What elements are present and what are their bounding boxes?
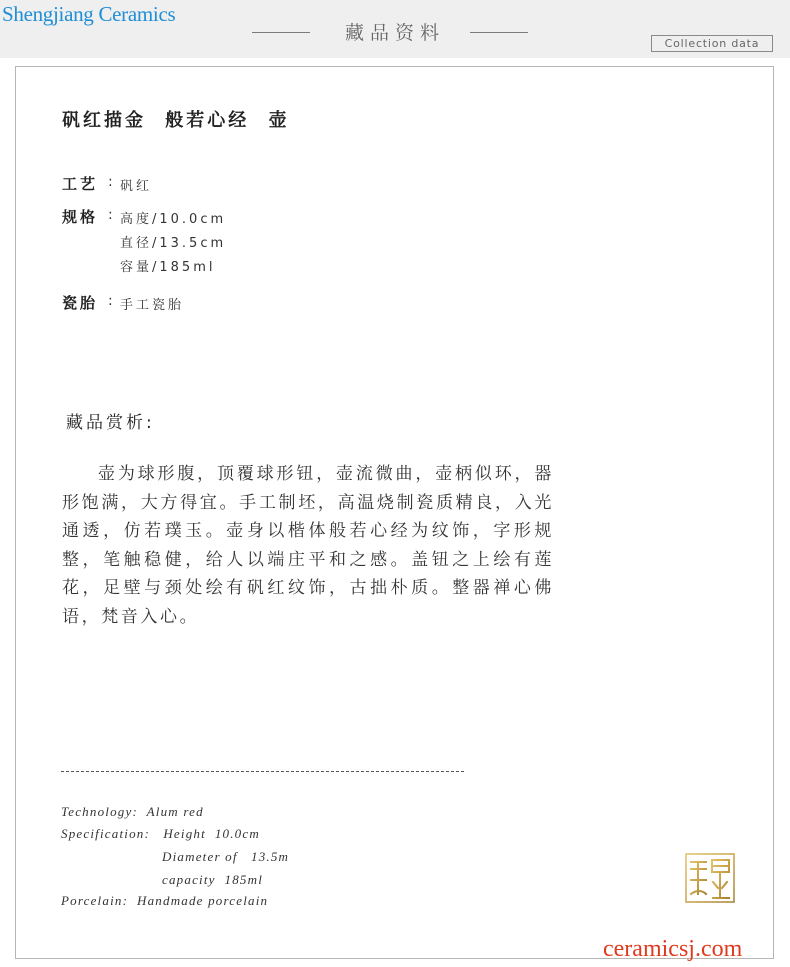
header-title: 藏品资料 (344, 22, 445, 44)
spec-diameter: 直径/13.5cm (120, 236, 227, 251)
english-diameter: Diameter of 13.5m (162, 849, 290, 864)
gold-seal-stamp-icon (682, 850, 738, 906)
body-value: 手工瓷胎 (120, 298, 185, 313)
item-title (62, 106, 290, 132)
spec-colon: : (108, 207, 113, 223)
spec-height: 高度/10.0cm (120, 212, 227, 227)
english-specification: Specification: Height 10.0cm (61, 826, 260, 841)
body-label: 瓷胎 (62, 294, 99, 312)
craft-label: 工艺 (62, 175, 99, 193)
body-colon: : (108, 293, 113, 309)
appreciation-body: 壶为球形腹，顶覆球形钮，壶流微曲，壶柄似环，器形饱满，大方得宜。手工制坯，高温烧制瓷质精良，入光通透，仿若璞玉。壶身以楷体般若心经为纹饰，字形规整，笔触稳健，给人以端庄平和之感。盖钮之上绘有莲花，足壁与颈处绘有矾红纹饰，古拙朴质。整器禅心佛语，梵音入心。 (62, 464, 554, 627)
item-title-type: 壶 (268, 110, 290, 131)
spec-capacity: 容量/185ml (120, 260, 216, 275)
english-capacity: capacity 185ml (162, 872, 264, 887)
dashed-divider (61, 771, 464, 772)
english-porcelain: Porcelain: Handmade porcelain (61, 893, 269, 908)
item-title-glaze: 矾红描金 (62, 110, 146, 131)
watermark-top: Shengjiang Ceramics (2, 2, 176, 26)
craft-colon: : (108, 174, 113, 190)
collection-tag: Collection data (651, 35, 773, 52)
watermark-bottom: ceramicsj.com (603, 936, 743, 962)
appreciation-heading: 藏品赏析: (66, 413, 155, 433)
english-technology: Technology: Alum red (61, 804, 204, 819)
header-line-right (470, 32, 528, 33)
craft-value: 矾红 (120, 179, 153, 194)
item-title-sutra: 般若心经 (165, 110, 250, 131)
spec-label: 规格 (62, 208, 99, 226)
